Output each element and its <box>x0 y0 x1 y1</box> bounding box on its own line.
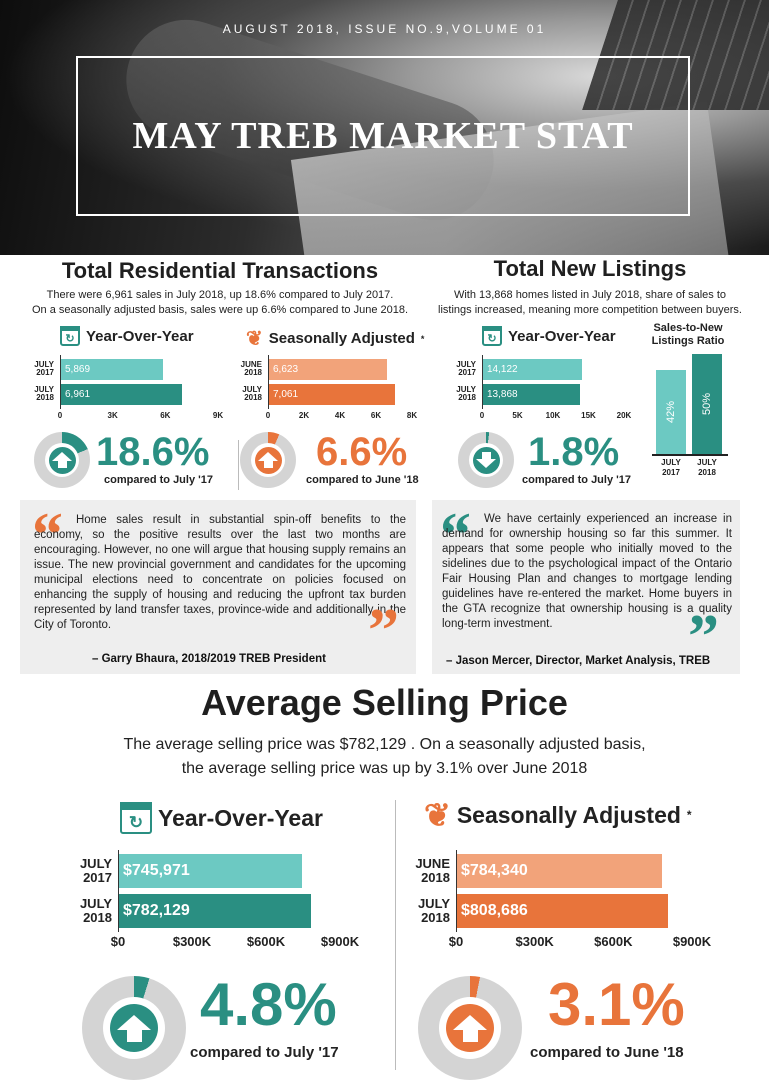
listings-yoy-chart <box>444 355 630 425</box>
price-sa-compared: compared to June '18 <box>530 1044 684 1061</box>
arrow-down-icon <box>476 452 496 468</box>
listings-yoy-row-label-1 <box>444 386 476 403</box>
transactions-yoy-tick-3: 9K <box>212 411 224 420</box>
listings-title: Total New Listings <box>493 256 687 281</box>
transactions-yoy-tick-2: 6K <box>160 411 171 420</box>
listings-yoy-tick-0: 0 <box>479 411 485 420</box>
ratio-heading <box>648 322 728 348</box>
transactions-yoy-row-label-bottom-1: 2018 <box>36 393 54 403</box>
page-title: MAY TREB MARKET STAT <box>132 115 634 157</box>
transactions-yoy-arrow-head <box>52 452 72 461</box>
listings-yoy-row-label-top-1: JULY <box>456 385 476 395</box>
price-sa-chart <box>402 848 722 966</box>
listings-yoy-arrow-head <box>476 459 496 468</box>
transactions-sa-tick-2: 4K <box>334 411 346 420</box>
transactions-sa-row-label-bottom-0: 2018 <box>244 368 262 378</box>
price-yoy-row-label-1 <box>60 897 112 924</box>
price-desc-1: The average selling price was $782,129 . On a seasonally adjusted basis, <box>123 736 646 753</box>
price-yoy-tick-0: $0 <box>110 934 126 949</box>
price-sa-arrow-head <box>453 1015 487 1030</box>
transactions-sa-row-label-top-1: JULY <box>242 385 262 395</box>
listings-yoy-donut-hole <box>469 443 503 477</box>
listings-yoy-row-label-bottom-1: 2018 <box>458 393 476 403</box>
listings-yoy-heading <box>482 326 616 346</box>
listings-yoy-donut <box>458 432 514 488</box>
transactions-yoy-row-label-top-1: JULY <box>34 385 54 395</box>
price-sa-row-label-top-0: JUNE <box>415 856 450 872</box>
transactions-sa-compared: compared to June '18 <box>306 474 419 486</box>
transactions-yoy-row-label-bottom-0: 2017 <box>36 368 54 378</box>
calendar-refresh-icon: ↻ <box>482 326 502 346</box>
transactions-sa-axis <box>268 355 269 409</box>
price-yoy-arrow-badge <box>110 1004 158 1052</box>
price-sa-tick-0: $0 <box>448 934 464 949</box>
quote-1-text: Home sales result in substantial spin-off benefits to the economy, so the positive results over the last two months are encouraging. However, no one will argue that housing supply remains an issue. The new provincial government and candidates for the upcoming municipal elections need to concentrate on policies focused on enhancing the supply of housing and reducing the upfront tax burden represented by land transfer taxes, province-wide and additionally in the City of Toronto. <box>34 514 406 631</box>
price-sa-change: 3.1% <box>548 971 685 1038</box>
transactions-sa-row-label-bottom-1: 2018 <box>244 393 262 403</box>
price-sa-heading <box>424 796 692 834</box>
price-sa-row-label-1 <box>402 897 450 924</box>
arrow-up-icon <box>453 1015 487 1042</box>
transactions-yoy-tick-1: 3K <box>107 411 118 420</box>
price-sa-donut-hole <box>439 997 501 1059</box>
transactions-yoy-row-label-0 <box>20 361 54 378</box>
price-sa-bar-0: $784,340 <box>456 854 662 888</box>
listings-yoy-change: 1.8% <box>528 430 620 474</box>
price-sa-tick-1: $300K <box>515 934 554 949</box>
price-sa-row-label-top-1: JULY <box>417 896 450 912</box>
price-yoy-donut-hole <box>103 997 165 1059</box>
ratio-chart <box>650 350 730 486</box>
price-sa-heading-label: Seasonally Adjusted <box>456 801 681 828</box>
listings-yoy-tick-4: 20K <box>616 411 632 420</box>
transactions-divider <box>238 440 239 490</box>
arrow-up-icon <box>117 1015 151 1042</box>
price-sa-row-label-bottom-0: 2018 <box>421 869 450 885</box>
ratio-bar-1 <box>692 354 722 454</box>
price-divider <box>395 800 396 1070</box>
quote-close-icon: ” <box>368 597 399 665</box>
price-yoy-axis <box>118 850 119 932</box>
price-sa-donut <box>418 976 522 1080</box>
price-sa-axis <box>456 850 457 932</box>
transactions-yoy-arrow-stem <box>58 461 67 468</box>
price-yoy-heading <box>120 802 323 834</box>
price-yoy-bar-0: $745,971 <box>118 854 302 888</box>
transactions-sa-donut-hole <box>251 443 285 477</box>
ratio-bar-value-1: 50% <box>701 392 713 416</box>
transactions-sa-arrow-head <box>258 452 278 461</box>
transactions-desc-1: There were 6,961 sales in July 2018, up 18.6% compared to July 2017. <box>46 289 394 301</box>
price-yoy-tick-3: $900K <box>320 934 360 949</box>
listings-desc-2: listings increased, meaning more competition between buyers. <box>438 304 742 316</box>
transactions-yoy-bar-1: 6,961 <box>60 384 182 405</box>
price-sa-row-label-0 <box>402 857 450 884</box>
transactions-yoy-chart <box>20 355 230 425</box>
price-yoy-row-label-top-0: JULY <box>79 856 112 872</box>
listings-desc-1: With 13,868 homes listed in July 2018, share of sales to <box>453 289 727 301</box>
ratio-bar-label-top-0: JULY <box>661 458 681 467</box>
calendar-refresh-icon: ↻ <box>60 326 80 346</box>
transactions-sa-donut <box>240 432 296 488</box>
transactions-sa-change: 6.6% <box>316 430 408 474</box>
transactions-sa-tick-3: 6K <box>370 411 382 420</box>
ratio-bar-label-0 <box>652 458 690 478</box>
transactions-sa-arrow-stem <box>264 461 273 468</box>
transactions-sa-bar-0: 6,623 <box>268 359 387 380</box>
price-yoy-row-label-0 <box>60 857 112 884</box>
transactions-sa-asterisk: * <box>420 333 425 344</box>
listings-yoy-row-label-top-0: JULY <box>456 360 476 370</box>
issue-line: AUGUST 2018, ISSUE NO.9,VOLUME 01 <box>222 22 547 36</box>
quote-open-icon: “ <box>32 501 63 569</box>
quote-box-1 <box>20 500 416 674</box>
transactions-yoy-arrow-badge <box>49 447 76 474</box>
price-yoy-bar-1: $782,129 <box>118 894 311 928</box>
arrow-up-icon <box>52 452 72 468</box>
quote-close-icon: ” <box>688 603 719 671</box>
leaf-icon: ❦ <box>424 797 451 833</box>
price-yoy-donut <box>82 976 186 1080</box>
ratio-baseline <box>652 454 728 456</box>
transactions-yoy-donut <box>34 432 90 488</box>
quote-box-2 <box>432 500 740 674</box>
price-yoy-tick-2: $600K <box>246 934 286 949</box>
transactions-sa-heading-label: Seasonally Adjusted <box>268 330 415 347</box>
quote-open-icon: “ <box>440 501 471 569</box>
price-sa-arrow-stem <box>463 1030 478 1042</box>
ratio-bar-label-bottom-1: 2018 <box>698 468 716 477</box>
listings-yoy-tick-3: 15K <box>581 411 596 420</box>
listings-yoy-arrow-badge <box>473 447 500 474</box>
transactions-sa-row-label-1 <box>224 386 262 403</box>
transactions-sa-tick-0: 0 <box>265 411 271 420</box>
quote-2-author: – Jason Mercer, Director, Market Analysis, TREB <box>446 655 711 667</box>
transactions-yoy-heading-label: Year-Over-Year <box>86 327 194 345</box>
price-sa-tick-2: $600K <box>594 934 633 949</box>
price-yoy-arrow-head <box>117 1015 151 1030</box>
listings-yoy-tick-2: 10K <box>545 411 561 420</box>
listings-yoy-bar-1: 13,868 <box>482 384 580 405</box>
transactions-sa-chart <box>224 355 424 425</box>
listings-yoy-heading-label: Year-Over-Year <box>508 327 616 345</box>
listings-yoy-row-label-0 <box>444 361 476 378</box>
transactions-yoy-row-label-1 <box>20 386 54 403</box>
transactions-yoy-heading <box>60 326 194 346</box>
listings-yoy-axis <box>482 355 483 409</box>
quote-2-text: We have certainly experienced an increase in demand for ownership housing so far this summer. It appears that some people who initially moved to the sidelines due to the psychological impact of the Ontario Fair Housing Plan and changes to mortgage lending guidelines have re-entered the market. Home buyers in the GTA recognize that ownership housing is a quality long-term investment. <box>442 513 732 630</box>
transactions-yoy-tick-0: 0 <box>57 411 63 420</box>
transactions-yoy-axis <box>60 355 61 409</box>
listings-yoy-bar-0: 14,122 <box>482 359 582 380</box>
price-yoy-arrow-stem <box>127 1030 142 1042</box>
arrow-up-icon <box>258 452 278 468</box>
transactions-desc-2: On a seasonally adjusted basis, sales were up 6.6% compared to June 2018. <box>31 304 409 316</box>
quote-1-author: – Garry Bhaura, 2018/2019 TREB President <box>92 653 326 665</box>
price-yoy-chart <box>60 848 370 966</box>
price-sa-asterisk: * <box>686 808 692 822</box>
transactions-sa-row-label-0 <box>224 361 262 378</box>
price-yoy-tick-1: $300K <box>172 934 212 949</box>
transactions-yoy-bar-0: 5,869 <box>60 359 163 380</box>
price-yoy-heading-label: Year-Over-Year <box>158 804 323 831</box>
price-sa-arrow-badge <box>446 1004 494 1052</box>
price-yoy-compared: compared to July '17 <box>190 1044 339 1061</box>
ratio-heading-line2: Listings Ratio <box>651 335 725 347</box>
price-yoy-row-label-top-1: JULY <box>79 896 112 912</box>
ratio-bar-label-top-1: JULY <box>697 458 717 467</box>
transactions-yoy-change: 18.6% <box>96 430 210 474</box>
title-box <box>76 56 690 216</box>
ratio-bar-value-0: 42% <box>665 400 677 424</box>
transactions-yoy-donut-hole <box>45 443 79 477</box>
transactions-sa-tick-4: 8K <box>406 411 418 420</box>
price-desc-2: the average selling price was up by 3.1% over June 2018 <box>181 760 588 777</box>
transactions-sa-tick-1: 2K <box>298 411 310 420</box>
transactions-sa-row-label-top-0: JUNE <box>240 360 262 370</box>
listings-yoy-row-label-bottom-0: 2017 <box>458 368 476 378</box>
price-sa-row-label-bottom-1: 2018 <box>421 909 450 925</box>
listings-yoy-arrow-stem <box>482 452 491 459</box>
ratio-bar-0 <box>656 370 686 454</box>
calendar-refresh-icon: ↻ <box>120 802 152 834</box>
transactions-sa-arrow-badge <box>255 447 282 474</box>
transactions-sa-bar-1: 7,061 <box>268 384 395 405</box>
price-yoy-row-label-bottom-1: 2018 <box>83 909 112 925</box>
price-sa-bar-1: $808,686 <box>456 894 668 928</box>
price-sa-tick-3: $900K <box>672 934 712 949</box>
price-yoy-row-label-bottom-0: 2017 <box>83 869 112 885</box>
transactions-title: Total Residential Transactions <box>61 258 379 283</box>
transactions-yoy-compared: compared to July '17 <box>104 474 213 486</box>
ratio-bar-label-1 <box>688 458 726 478</box>
listings-yoy-compared: compared to July '17 <box>522 474 631 486</box>
ratio-bar-label-bottom-0: 2017 <box>662 468 680 477</box>
price-title: Average Selling Price <box>201 682 568 723</box>
hero-banner <box>0 0 769 255</box>
leaf-icon: ❦ <box>246 328 263 350</box>
ratio-heading-line1: Sales-to-New <box>653 322 723 334</box>
transactions-sa-heading <box>246 326 424 351</box>
listings-yoy-tick-1: 5K <box>512 411 523 420</box>
price-yoy-change: 4.8% <box>200 971 337 1038</box>
transactions-yoy-row-label-top-0: JULY <box>34 360 54 370</box>
